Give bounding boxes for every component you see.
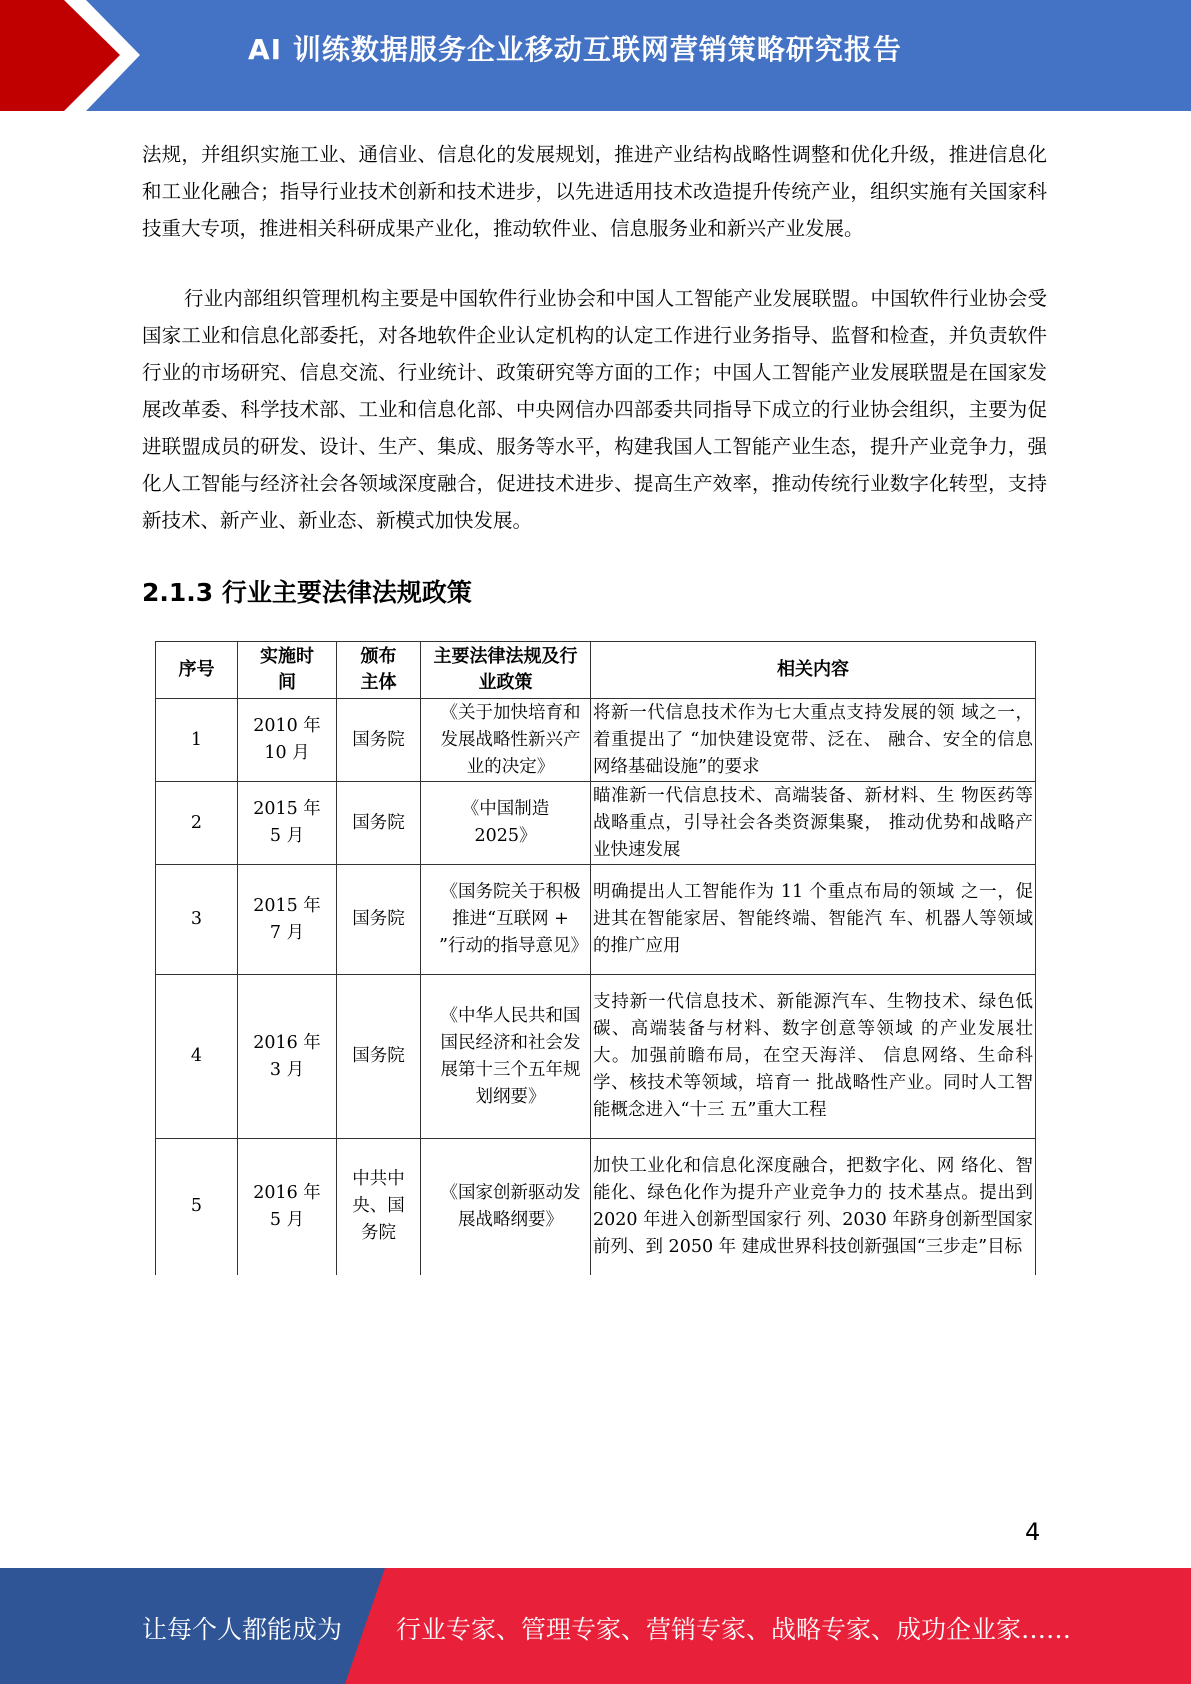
cell-issuer: 国务院 (337, 865, 421, 975)
table-row (156, 865, 1036, 975)
header-no: 序号 (156, 642, 238, 699)
cell-content: 将新一代信息技术作为七大重点支持发展的领 域之一，着重提出了 “加快建设宽带、泛在、 融合、安全的信息网络基础设施”的要求 (591, 699, 1036, 782)
cell-policy: 《国家创新驱动发展战略纲要》 (421, 1139, 591, 1275)
cell-content: 瞄准新一代信息技术、高端装备、新材料、生 物医药等战略重点，引导社会各类资源集聚， 推动优势和战略产业快速发展 (591, 782, 1036, 865)
cell-time: 2016 年 3 月 (238, 975, 337, 1139)
table-row (156, 1139, 1036, 1275)
cell-time: 2015 年 7 月 (238, 865, 337, 975)
cell-no: 3 (156, 865, 238, 975)
cell-no: 5 (156, 1139, 238, 1275)
cell-policy: 《关于加快培育和发展战略性新兴产业的决定》 (421, 699, 591, 782)
body-paragraph-1: 法规，并组织实施工业、通信业、信息化的发展规划，推进产业结构战略性调整和优化升级，推进信息化和工业化融合；指导行业技术创新和技术进步，以先进适用技术改造提升传统产业，组织实施有关国家科技重大专项，推进相关科研成果产业化，推动软件业、信息服务业和新兴产业发展。 (142, 143, 1047, 240)
header-time: 实施时间 (238, 642, 337, 699)
cell-content: 加快工业化和信息化深度融合，把数字化、网 络化、智能化、绿色化作为提升产业竞争力的 技术基点。提出到 2020 年进入创新型国家行 列、2030 年跻身创新型国家前列、到 2050 年 建成世界科技创新强国“三步走”目标 (591, 1139, 1036, 1275)
cell-time: 2015 年 5 月 (238, 782, 337, 865)
table-header-row (156, 642, 1036, 699)
page-footer (0, 1568, 1191, 1684)
section-heading: 2.1.3 行业主要法律法规政策 (142, 578, 472, 607)
footer-slogan-right: 行业专家、管理专家、营销专家、战略专家、成功企业家…… (396, 1615, 1072, 1644)
page-number: 4 (1025, 1518, 1041, 1546)
footer-slogan-left: 让每个人都能成为 (142, 1615, 343, 1644)
cell-policy: 《国务院关于积极推进“互联网 + ”行动的指导意见》 (421, 865, 591, 975)
table-row (156, 782, 1036, 865)
cell-time: 2016 年 5 月 (238, 1139, 337, 1275)
cell-no: 1 (156, 699, 238, 782)
cell-policy: 《中国制造 2025》 (421, 782, 591, 865)
cell-no: 4 (156, 975, 238, 1139)
page-header (0, 0, 1191, 111)
report-title: AI 训练数据服务企业移动互联网营销策略研究报告 (248, 33, 902, 66)
cell-issuer: 国务院 (337, 782, 421, 865)
header-content: 相关内容 (591, 642, 1036, 699)
table-row (156, 699, 1036, 782)
cell-issuer: 国务院 (337, 699, 421, 782)
cell-time: 2010 年 10 月 (238, 699, 337, 782)
header-issuer: 颁布主体 (337, 642, 421, 699)
cell-no: 2 (156, 782, 238, 865)
cell-content: 明确提出人工智能作为 11 个重点布局的领域 之一，促进其在智能家居、智能终端、智能汽 车、机器人等领域的推广应用 (591, 865, 1036, 975)
cell-policy: 《中华人民共和国国民经济和社会发展第十三个五年规划纲要》 (421, 975, 591, 1139)
cell-issuer: 国务院 (337, 975, 421, 1139)
policy-table (155, 641, 1036, 1275)
cell-issuer: 中共中央、国务院 (337, 1139, 421, 1275)
header-policy: 主要法律法规及行业政策 (421, 642, 591, 699)
body-paragraph-2: 行业内部组织管理机构主要是中国软件行业协会和中国人工智能产业发展联盟。中国软件行业协会受国家工业和信息化部委托，对各地软件企业认定机构的认定工作进行业务指导、监督和检查，并负责软件行业的市场研究、信息交流、行业统计、政策研究等方面的工作；中国人工智能产业发展联盟是在国家发展改革委、科学技术部、工业和信息化部、中央网信办四部委共同指导下成立的行业协会组织，主要为促进联盟成员的研发、设计、生产、集成、服务等水平，构建我国人工智能产业生态，提升产业竞争力，强化人工智能与经济社会各领域深度融合，促进技术进步、提高生产效率，推动传统行业数字化转型，支持新技术、新产业、新业态、新模式加快发展。 (142, 287, 1047, 532)
cell-content: 支持新一代信息技术、新能源汽车、生物技术、绿色低碳、高端装备与材料、数字创意等领域 的产业发展壮大。加强前瞻布局，在空天海洋、 信息网络、生命科学、核技术等领域，培育一 批战略性产业。同时人工智能概念进入“十三 五”重大工程 (591, 975, 1036, 1139)
table-row (156, 975, 1036, 1139)
